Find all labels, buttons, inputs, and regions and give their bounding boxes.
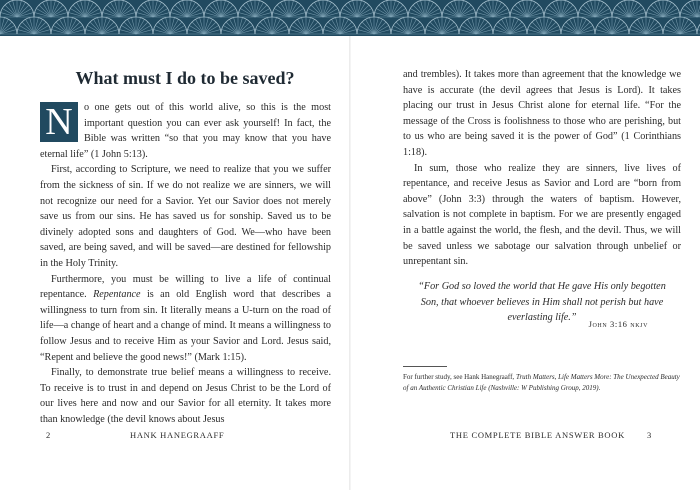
page-number-left: 2 — [46, 430, 51, 440]
paragraph-2: First, according to Scripture, we need to realize that you we suffer from the sickness of sin. If we do not realize we are sinners, we will not recognize our need for a Savior. Yet our Savior does not merely save us from our sins. He has saved us for sonship. Saved us to be divinely adopted sons and daughters of God. We—who have been saved, are being saved, and will be saved—are destined for fellowship in the Holy Trinity. — [40, 164, 331, 269]
footnote-text: For further study, see Hank Hanegraaff, — [403, 373, 516, 381]
paragraph-1-text: o one gets out of this world alive, so this is the most important question you can ever ask yourself! In fact, the Bible was written “so that you may know that you have eternal life” (1 John 5:13). — [40, 102, 331, 160]
paragraph-continued: and trembles). It takes more than agreement that the knowledge we have is accurate (the devil agrees that Jesus is Lord). It takes placing our trust in Jesus Christ alone for eternal life. “For the message of the Cross is foolishness to those who are perishing, but to us who are being saved it is the power of God” (1 Corinthians 1:18). — [403, 69, 681, 158]
repentance-term: Repentance — [93, 289, 141, 301]
footnote-rule — [403, 366, 447, 367]
paragraph-summary: In sum, those who realize they are sinners, live lives of repentance, and receive Jesus as Savior and Lord are “born from above” (John 3:3) through the waters of baptism. However, salvation is not complete in baptism. For we are presently engaged in a battle against the world, the flesh, and the devil. Thus, we will be saved unless we sabotage our salvation through unbelief or unrepentant sin. — [403, 162, 681, 268]
left-page — [0, 36, 350, 490]
footnote-book-title: Truth Matters, Life Matters More: The Unexpected Beauty of an Authentic Christian Life (Nashville: W Publishing Group, 2019). — [403, 373, 680, 392]
running-head-book: THE COMPLETE BIBLE ANSWER BOOK — [450, 430, 625, 440]
scripture-quote: “For God so loved the world that He gave His only begotten Son, that whoever believes in Him shall not perish but have everlasting life.” — [418, 281, 666, 324]
page-title: What must I do to be saved? — [75, 68, 295, 88]
right-body-text — [403, 67, 681, 270]
page-number-right: 3 — [647, 430, 652, 440]
running-head-author: HANK HANEGRAAFF — [130, 430, 225, 440]
right-page — [350, 36, 700, 490]
paragraph-3 — [40, 272, 331, 366]
left-body-text — [40, 100, 331, 427]
footnote — [403, 372, 683, 393]
scripture-reference: John 3:16 nkjv — [588, 319, 648, 329]
decorative-banner — [0, 0, 700, 36]
fan-pattern-icon — [0, 0, 700, 36]
paragraph-3-rest: is an old English word that describes a willingness to turn from sin. It literally means a U-turn on the road of life—a change of heart and a change of mind. It means a willingness to follow Jesus and to receive Him as your Savior and Lord. Jesus said, “Repent and believe the good news!” (Mark 1:15). — [40, 289, 331, 363]
drop-cap: N — [40, 102, 78, 142]
paragraph-3-start: Furthermore, you must be willing to live a life of continual repentance. — [40, 273, 331, 301]
paragraph-1 — [40, 100, 331, 162]
paragraph-4: Finally, to demonstrate true belief means a willingness to receive. To receive is to trust in and depend on Jesus Christ to be the Lord of our lives here and now and our Savior for all eternity. It takes more than knowledge (the devil knows about Jesus — [40, 367, 331, 425]
